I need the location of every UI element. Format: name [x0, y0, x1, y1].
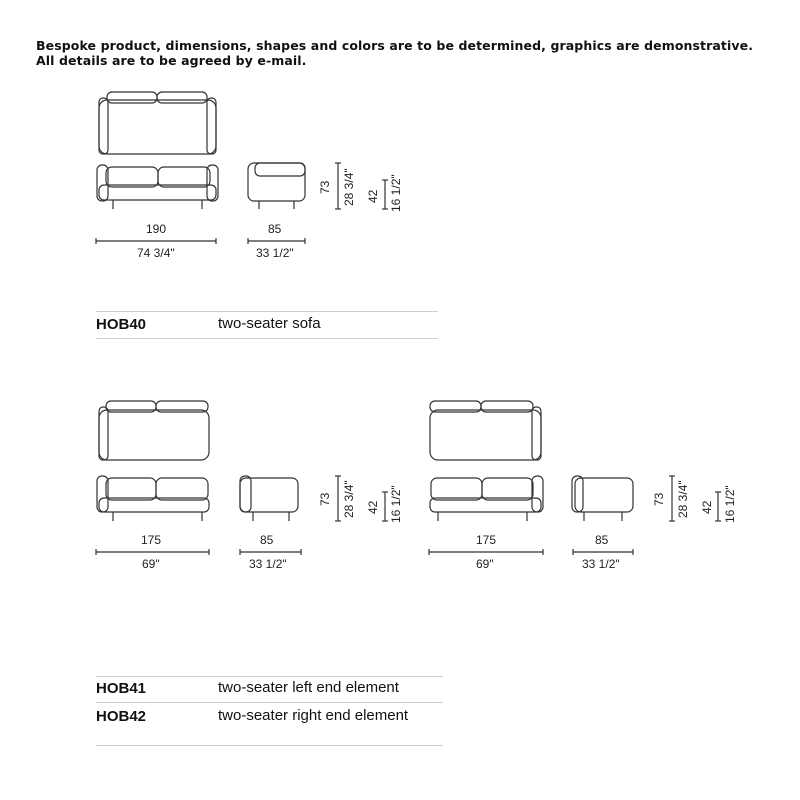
hob42-width-cm: 175: [476, 533, 497, 547]
hob40-dimension-lines: [96, 238, 305, 244]
hob41-width-in: 69": [142, 557, 160, 571]
hob41-name: two-seater left end element: [218, 679, 399, 696]
hob40-seat-cm: 42: [366, 189, 380, 203]
table2-rule-middle: [96, 702, 443, 703]
hob42-dimension-lines: [429, 549, 633, 555]
hob41-seat-in: 16 1/2": [389, 485, 403, 523]
disclaimer-line-2: All details are to be agreed by e-mail.: [36, 53, 307, 68]
hob42-width-in: 69": [476, 557, 494, 571]
hob42-code: HOB42: [96, 708, 147, 725]
hob41-front-view: [97, 476, 209, 521]
hob40-front-view: [97, 165, 218, 209]
hob41-height-cm: 73: [318, 492, 332, 506]
hob41-depth-in: 33 1/2": [249, 557, 287, 571]
hob40-depth-cm: 85: [268, 222, 282, 236]
hob41-code: HOB41: [96, 680, 147, 697]
hob42-seat-cm: 42: [700, 500, 714, 514]
hob42-height-in: 28 3/4": [676, 480, 690, 518]
hob40-seat-in: 16 1/2": [389, 174, 403, 212]
hob41-seat-cm: 42: [366, 500, 380, 514]
hob42-top-view: [430, 401, 541, 460]
hob40-code: HOB40: [96, 316, 147, 333]
hob41-width-cm: 175: [141, 533, 162, 547]
table2-rule-top: [96, 676, 443, 677]
hob42-front-view: [430, 476, 543, 521]
hob41-height-in: 28 3/4": [342, 480, 356, 518]
hob40-height-cm: 73: [318, 180, 332, 194]
hob40-width-cm: 190: [146, 222, 167, 236]
hob42-name: two-seater right end element: [218, 707, 409, 724]
hob42-seat-in: 16 1/2": [723, 485, 737, 523]
hob41-top-view: [99, 401, 209, 460]
hob40-table-rule-top: [96, 311, 438, 312]
hob41-side-view: [240, 476, 298, 521]
table2-rule-bottom: [96, 745, 443, 746]
hob41-dimension-lines: [96, 549, 301, 555]
hob42-depth-cm: 85: [595, 533, 609, 547]
hob40-depth-in: 33 1/2": [256, 246, 294, 260]
hob42-depth-in: 33 1/2": [582, 557, 620, 571]
hob40-name: two-seater sofa: [218, 315, 321, 332]
hob42-height-cm: 73: [652, 492, 666, 506]
hob40-top-view: [99, 92, 216, 154]
hob40-table-rule-bottom: [96, 338, 438, 339]
hob41-depth-cm: 85: [260, 533, 274, 547]
hob40-height-in: 28 3/4": [342, 168, 356, 206]
hob42-side-view: [572, 476, 633, 521]
disclaimer-line-1: Bespoke product, dimensions, shapes and colors are to be determined, graphics are demonstrative.: [36, 38, 754, 53]
hob40-width-in: 74 3/4": [137, 246, 175, 260]
hob40-side-view: [248, 163, 305, 209]
